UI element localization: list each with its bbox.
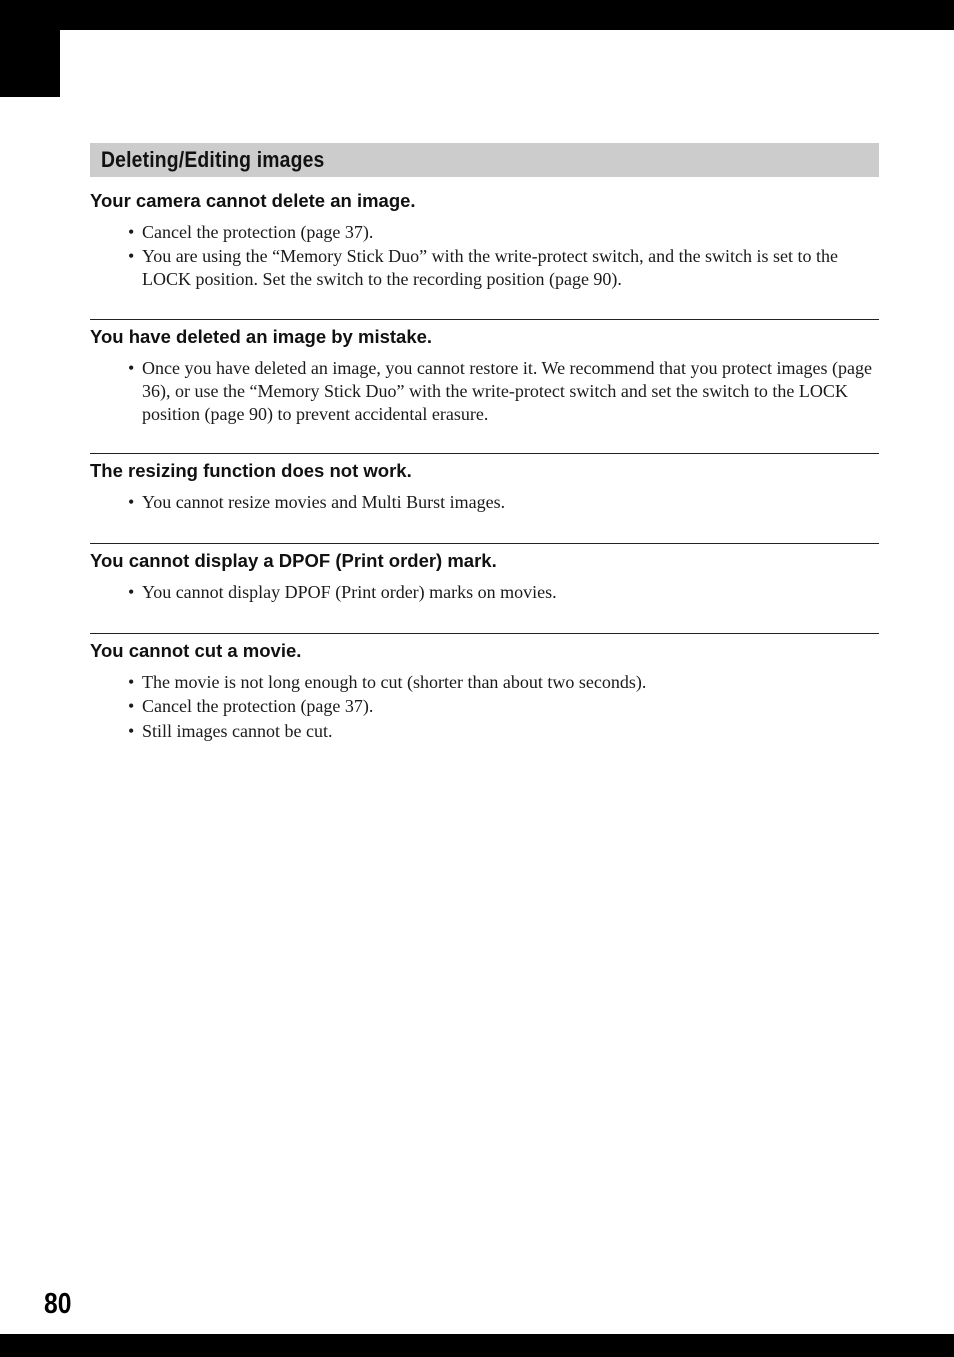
- section-header: [90, 143, 879, 177]
- section-title: Deleting/Editing images: [101, 147, 325, 172]
- bullet-list: [90, 491, 879, 514]
- bullet-item: • The movie is not long enough to cut (shorter than about two seconds).: [128, 671, 879, 694]
- bullet-item: • You cannot resize movies and Multi Burst images.: [128, 491, 879, 514]
- issue-title: You have deleted an image by mistake.: [90, 326, 433, 347]
- issue-block: [90, 453, 879, 543]
- page-number: 80: [44, 1288, 72, 1320]
- bullet-item: • Still images cannot be cut.: [128, 720, 879, 743]
- bullet-list: [90, 581, 879, 604]
- top-black-bar: [0, 0, 954, 30]
- issue-title: The resizing function does not work.: [90, 460, 412, 481]
- issue-title: You cannot display a DPOF (Print order) mark.: [90, 550, 497, 571]
- bullet-item: • Cancel the protection (page 37).: [128, 221, 879, 244]
- bullet-item: • You are using the “Memory Stick Duo” with the write-protect switch, and the switch is set to the LOCK position. Set the switch to the recording position (page 90).: [128, 245, 879, 291]
- issue-block: [90, 633, 879, 743]
- bottom-black-bar: [0, 1334, 954, 1357]
- issue-block: [90, 319, 879, 453]
- bullet-list: [90, 221, 879, 291]
- issue-block: [90, 543, 879, 633]
- bullet-item: • Once you have deleted an image, you cannot restore it. We recommend that you protect images (page 36), or use the “Memory Stick Duo” with the write-protect switch and set the switch to the LOCK position (page 90) to prevent accidental erasure.: [128, 357, 879, 426]
- page-content: [90, 143, 879, 744]
- bullet-item: • Cancel the protection (page 37).: [128, 695, 879, 718]
- issue-block: [90, 177, 879, 319]
- issue-title: Your camera cannot delete an image.: [90, 190, 416, 211]
- bullet-item: • You cannot display DPOF (Print order) marks on movies.: [128, 581, 879, 604]
- bullet-list: [90, 671, 879, 743]
- issue-title: You cannot cut a movie.: [90, 640, 302, 661]
- corner-tab-marker: [0, 30, 60, 97]
- bullet-list: [90, 357, 879, 426]
